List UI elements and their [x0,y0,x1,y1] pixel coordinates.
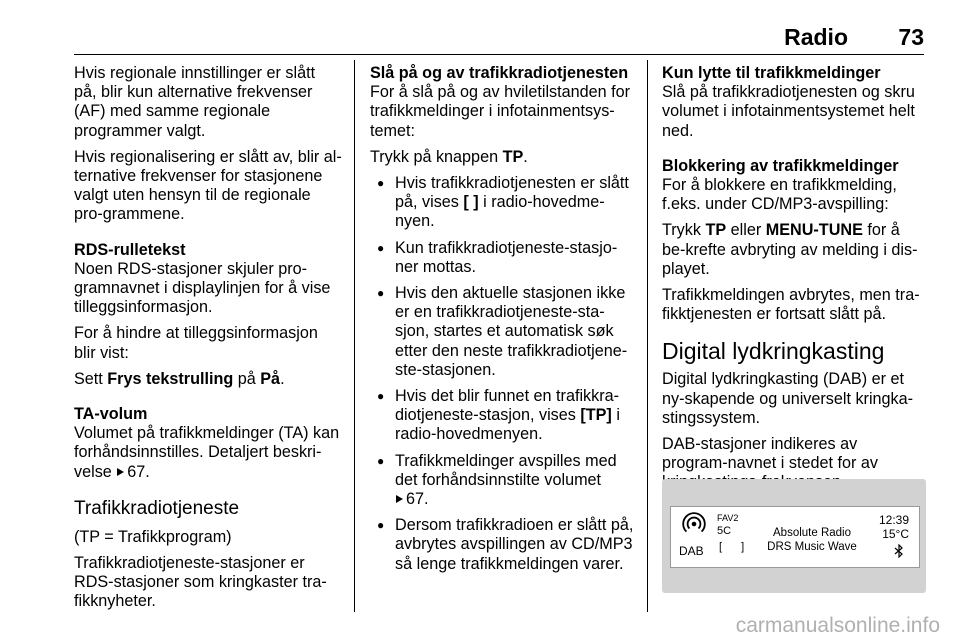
list-item: ● Kun trafikkradiotjeneste-stasjo-ner mottas. [370,239,634,277]
subheading-rds: RDS-rulletekst [74,240,186,259]
text: i radio-hovedme-nyen. [395,193,605,231]
text: Hvis trafikkradiotjenesten er slått på, vises [395,174,629,212]
heading-traffic-radio: Trafikkradiotjeneste [74,497,240,519]
paragraph: Hvis regionale innstillinger er slått på, blir kun alternative frekvenser (AF) med samme regionale programmer valgt. [74,64,316,140]
text: eller [726,221,766,240]
column-1 [74,64,342,619]
bold-term: Frys tekstrulling [107,369,234,388]
paragraph: DAB-stasjoner indikeres av program-navnet i stedet for av [662,435,878,473]
page-reference-icon [396,495,403,503]
temperature: 15°C [882,527,909,541]
text: for å be-krefte avbryting av melding i dis-playet. [662,221,918,278]
subheading-listen-only: Kun lytte til trafikkmeldinger [662,64,881,82]
paragraph: Slå på trafikkradiotjenesten og skru volumet i infotainmentsystemet helt ned. [662,83,915,140]
list-item [370,452,634,510]
indicator: [TP] [580,406,612,425]
column-divider-1 [354,60,355,612]
text: Sett [74,369,108,388]
source-label: DAB [679,544,704,558]
watermark: carmanualsonline.info [735,614,940,637]
button-name: MENU-TUNE [765,221,863,240]
text: i radio-hovedmenyen. [395,406,620,444]
subheading-block: Blokkering av trafikkmeldinger [662,156,899,175]
paragraph [74,424,342,482]
text: Volumet på trafikkmeldinger (TA) kan forhåndsinnstilles. Detaljert beskri-velse [74,424,340,481]
bluetooth-icon [894,544,904,558]
list-item [370,174,634,232]
text: Trykk på knappen [370,147,503,166]
heading-dab: Digital lydkringkasting [662,338,885,365]
bullet-list [370,174,634,574]
text: Trykk [662,221,706,240]
paragraph [74,370,342,389]
paragraph: Trafikkradiotjeneste-stasjoner er RDS-stasjoner som kringkaster tra-fikknyheter. [74,554,327,611]
list-item [370,387,634,445]
clock: 12:39 [878,513,909,527]
column-divider-2 [647,60,648,612]
paragraph: For å blokkere en trafikkmelding, f.eks. under CD/MP3-avspilling: [662,176,897,214]
column-3 [662,64,926,500]
radio-display-illustration [662,479,926,593]
page-header [0,0,960,56]
text: på [233,369,261,388]
paragraph: Digital lydkringkasting (DAB) er et ny-skapende og universelt kringka-stingssystem. [662,370,914,427]
list-item: ● Hvis den aktuelle stasjonen ikke er en trafikkradiotjeneste-sta-sjon, startes et automatisk søk etter den neste trafikkradiotjene-ste-stasjonen. [370,284,634,380]
text: Hvis det blir funnet en trafikkra-diotjeneste-stasjon, vises [395,387,620,425]
page-reference-icon [117,468,124,476]
column-2 [370,64,634,581]
indicator: [ ] [463,193,479,212]
text: . [280,369,285,388]
text: . [523,147,528,166]
paragraph: For å slå på og av hviletilstanden for trafikkmeldinger i infotainmentsys-temet: [370,83,631,140]
broadcast-icon [681,511,707,537]
subheading-tp-on-off: Slå på og av trafikkradiotjenesten [370,64,629,82]
program-name: DRS Music Wave [767,541,857,553]
header-divider [74,54,924,55]
radio-screen [670,506,920,568]
tp-indicator: [ ] [719,541,753,553]
section-title: Radio [784,24,848,50]
paragraph [370,148,634,167]
paragraph: For å hindre at tilleggsinformasjon blir vist: [74,324,318,362]
page-reference[interactable]: 67. [127,462,150,481]
paragraph: Hvis regionalisering er slått av, blir al-ternative frekvenser for stasjonene valgt uten hensyn til de regionale pro-grammene. [74,147,342,224]
text: Trafikkmeldinger avspilles med det forhåndsinnstilte volumet [395,451,617,489]
paragraph: (TP = Trafikkprogram) [74,527,232,546]
page-reference[interactable]: 67. [406,490,429,509]
page-number: 73 [898,24,924,50]
button-name: TP [502,147,524,166]
bold-term: På [260,369,281,388]
station-name: Absolute Radio [773,527,851,539]
favourite-label: FAV2 [717,513,739,523]
button-name: TP [705,221,727,240]
paragraph [662,221,926,279]
subheading-ta: TA-volum [74,405,148,424]
paragraph: Trafikkmeldingen avbrytes, men tra-fikktjenesten er fortsatt slått på. [662,286,920,324]
paragraph: Noen RDS-stasjoner skjuler pro-gramnavnet i displaylinjen for å vise tilleggsinformasjon. [74,259,331,317]
channel-label: 5C [717,525,732,537]
list-item: ● Dersom trafikkradioen er slått på, avbrytes avspillingen av CD/MP3 så lenge trafikkmeldingen varer. [370,516,634,574]
